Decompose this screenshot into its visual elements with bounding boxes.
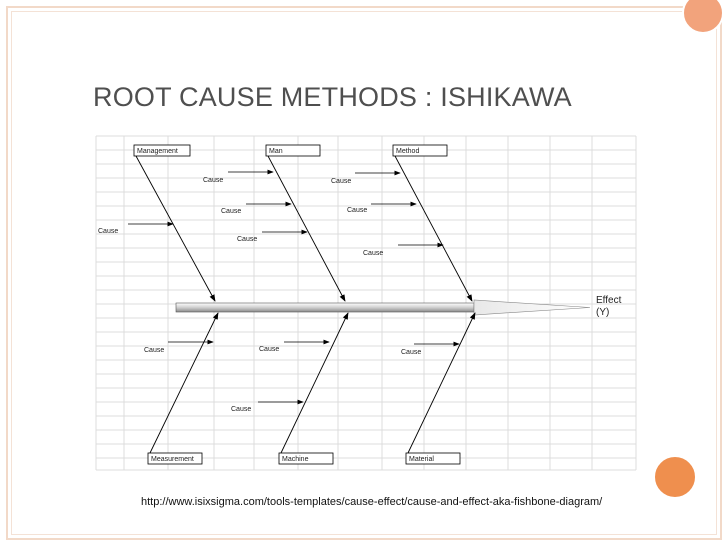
- category-label-man: Man: [269, 148, 283, 155]
- bone-measurement: [150, 313, 218, 453]
- spine: [176, 303, 474, 312]
- cause-label: Cause: [363, 250, 384, 257]
- category-label-machine: Machine: [282, 456, 309, 463]
- effect-label: Effect: [596, 295, 622, 306]
- cause-label: Cause: [221, 208, 242, 215]
- cause-label: Cause: [347, 207, 368, 214]
- cause-label: Cause: [203, 177, 224, 184]
- cause-label: Cause: [331, 178, 352, 185]
- category-label-method: Method: [396, 148, 420, 155]
- category-label-measurement: Measurement: [151, 456, 194, 463]
- cause-label: Cause: [231, 406, 252, 413]
- category-label-material: Material: [409, 456, 434, 463]
- effect-label-y: (Y): [596, 307, 610, 318]
- cause-label: Cause: [259, 346, 280, 353]
- bone-material: [408, 313, 475, 453]
- slide-title: ROOT CAUSE METHODS : ISHIKAWA: [93, 82, 572, 112]
- spine-arrowhead: [474, 300, 590, 315]
- category-label-management: Management: [137, 148, 178, 155]
- cause-label: Cause: [401, 349, 422, 356]
- source-url[interactable]: http://www.isixsigma.com/tools-templates/cause-effect/cause-and-effect-aka-fishbone-diagram/: [141, 496, 603, 508]
- cause-label: Cause: [144, 347, 165, 354]
- cause-label: Cause: [98, 228, 119, 235]
- cause-label: Cause: [237, 236, 258, 243]
